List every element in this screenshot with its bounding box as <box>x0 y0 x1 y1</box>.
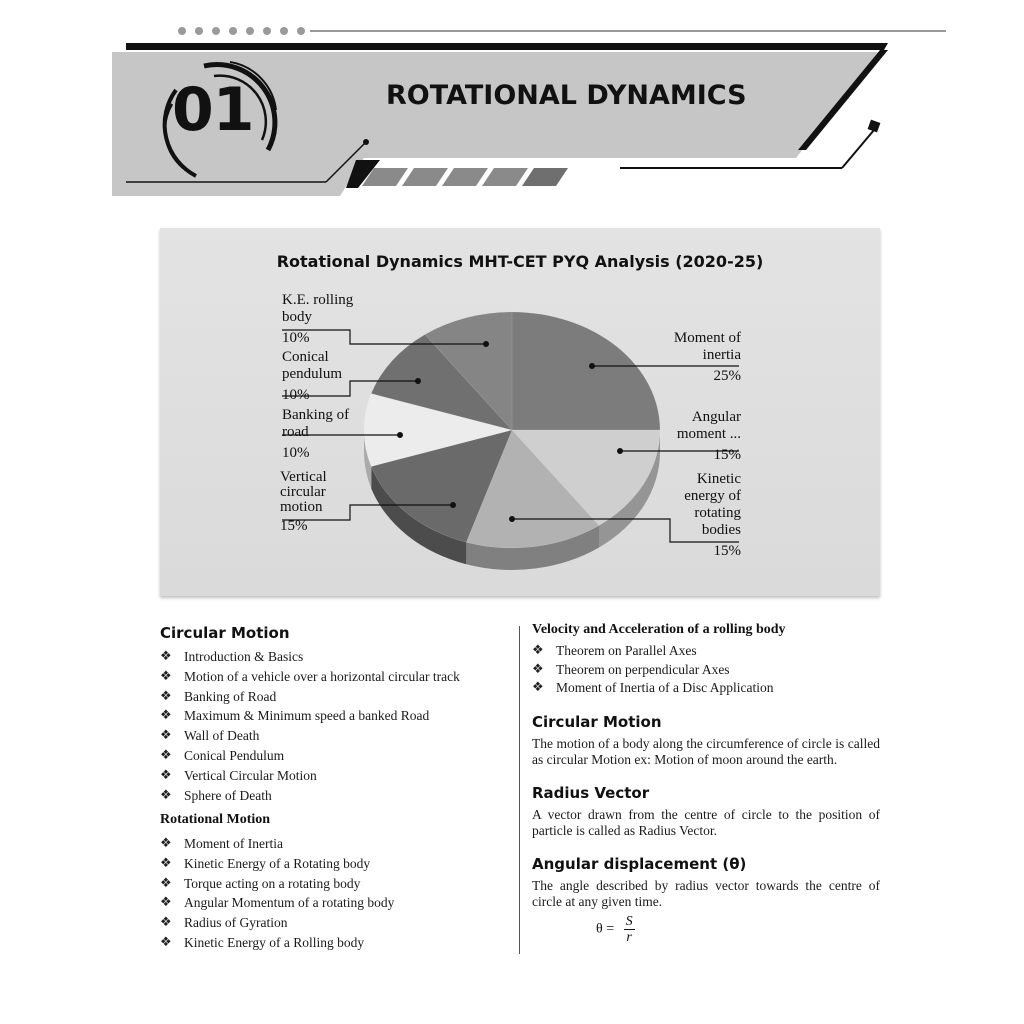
label-ke-rotating: Kinetic energy of rotating bodies 15% <box>684 471 741 559</box>
bullet-icon: ❖ <box>160 649 172 664</box>
list-item: ❖ Vertical Circular Motion <box>160 766 460 786</box>
bullet-icon: ❖ <box>160 855 172 871</box>
list-item: ❖ Radius of Gyration <box>160 913 394 933</box>
pie-chart <box>160 228 880 596</box>
bullet-icon: ❖ <box>160 787 172 803</box>
bullet-icon: ❖ <box>160 728 172 744</box>
chart-panel <box>160 228 880 596</box>
list-item: ❖ Theorem on perpendicular Axes <box>532 661 773 680</box>
bullet-icon: ❖ <box>160 708 172 724</box>
formula-denominator: r <box>626 930 632 945</box>
angular-displacement-definition: The angle described by radius vector towards the centre of circle at any given time. <box>532 878 880 909</box>
circular-motion-definition: The motion of a body along the circumference of circle is called as circular Motion ex: Motion of moon around the earth. <box>532 736 880 767</box>
list-item: ❖ Wall of Death <box>160 726 460 746</box>
bullet-icon: ❖ <box>160 895 172 911</box>
list-item: ❖ Sphere of Death <box>160 786 460 806</box>
list-item: ❖ Angular Momentum of a rotating body <box>160 893 394 913</box>
circular-motion-list <box>160 647 460 805</box>
bullet-icon: ❖ <box>160 668 172 684</box>
list-item: ❖ Theorem on Parallel Axes <box>532 642 773 661</box>
bullet-icon: ❖ <box>160 836 172 851</box>
leader-dot <box>483 341 489 347</box>
column-divider <box>519 626 520 954</box>
label-moment-inertia: Moment of inertia 25% <box>673 330 741 384</box>
leader-dot <box>415 378 421 384</box>
rolling-body-list <box>532 642 773 698</box>
formula-numerator: S <box>625 914 633 929</box>
list-item: ❖ Conical Pendulum <box>160 746 460 766</box>
label-angular-moment: Angular moment ... 15% <box>676 409 741 463</box>
circular-motion-heading: Circular Motion <box>160 624 290 642</box>
angular-displacement-heading: Angular displacement (θ) <box>532 855 747 873</box>
bullet-icon: ❖ <box>160 875 172 891</box>
list-item: ❖ Introduction & Basics <box>160 647 460 667</box>
chart-title: Rotational Dynamics MHT-CET PYQ Analysis (2020-25) <box>276 252 764 271</box>
list-item: ❖ Maximum & Minimum speed a banked Road <box>160 706 460 726</box>
circular-motion-def-heading: Circular Motion <box>532 713 662 731</box>
bullet-icon: ❖ <box>160 767 172 783</box>
leader-dot <box>450 502 456 508</box>
bullet-icon: ❖ <box>160 688 172 704</box>
list-item: ❖ Moment of Inertia <box>160 834 394 854</box>
bullet-icon: ❖ <box>160 915 172 931</box>
chapter-number: 01 <box>172 75 254 145</box>
rotational-motion-list <box>160 834 394 953</box>
chapter-title: ROTATIONAL DYNAMICS <box>386 80 747 111</box>
list-item: ❖ Kinetic Energy of a Rotating body <box>160 854 394 874</box>
list-item: ❖ Moment of Inertia of a Disc Application <box>532 679 773 698</box>
list-item: ❖ Kinetic Energy of a Rolling body <box>160 933 394 953</box>
leader-dot <box>589 363 595 369</box>
diamond-icon <box>868 120 881 133</box>
radius-vector-heading: Radius Vector <box>532 784 650 802</box>
label-conical-pendulum: Conical pendulum 10% <box>282 349 342 403</box>
leader-dot <box>397 432 403 438</box>
rolling-body-heading: Velocity and Acceleration of a rolling body <box>532 622 786 637</box>
list-item: ❖ Banking of Road <box>160 687 460 707</box>
bullet-icon: ❖ <box>160 747 172 763</box>
banner-stripes <box>362 168 568 186</box>
bullet-icon: ❖ <box>532 680 544 696</box>
label-banking-road: Banking of road 10% <box>282 407 350 461</box>
label-ke-rolling: K.E. rolling body 10% <box>282 292 354 346</box>
angular-displacement-formula: θ = $\frac{S}{r}$ <box>596 914 633 945</box>
label-vertical-circular: Vertical circular motion 15% <box>280 469 327 534</box>
banner-top-bar <box>126 43 888 50</box>
list-item: ❖ Motion of a vehicle over a horizontal circular track <box>160 667 460 687</box>
bullet-icon: ❖ <box>532 661 544 677</box>
leader-dot <box>617 448 623 454</box>
pie-slice <box>512 312 660 430</box>
rotational-motion-heading: Rotational Motion <box>160 812 271 827</box>
header-dots <box>178 27 305 35</box>
list-item: ❖ Torque acting on a rotating body <box>160 874 394 894</box>
bullet-icon: ❖ <box>532 643 544 658</box>
radius-vector-definition: A vector drawn from the centre of circle to the position of particle is called as Radius Vector. <box>532 807 880 838</box>
bullet-icon: ❖ <box>160 934 172 950</box>
leader-dot <box>509 516 515 522</box>
